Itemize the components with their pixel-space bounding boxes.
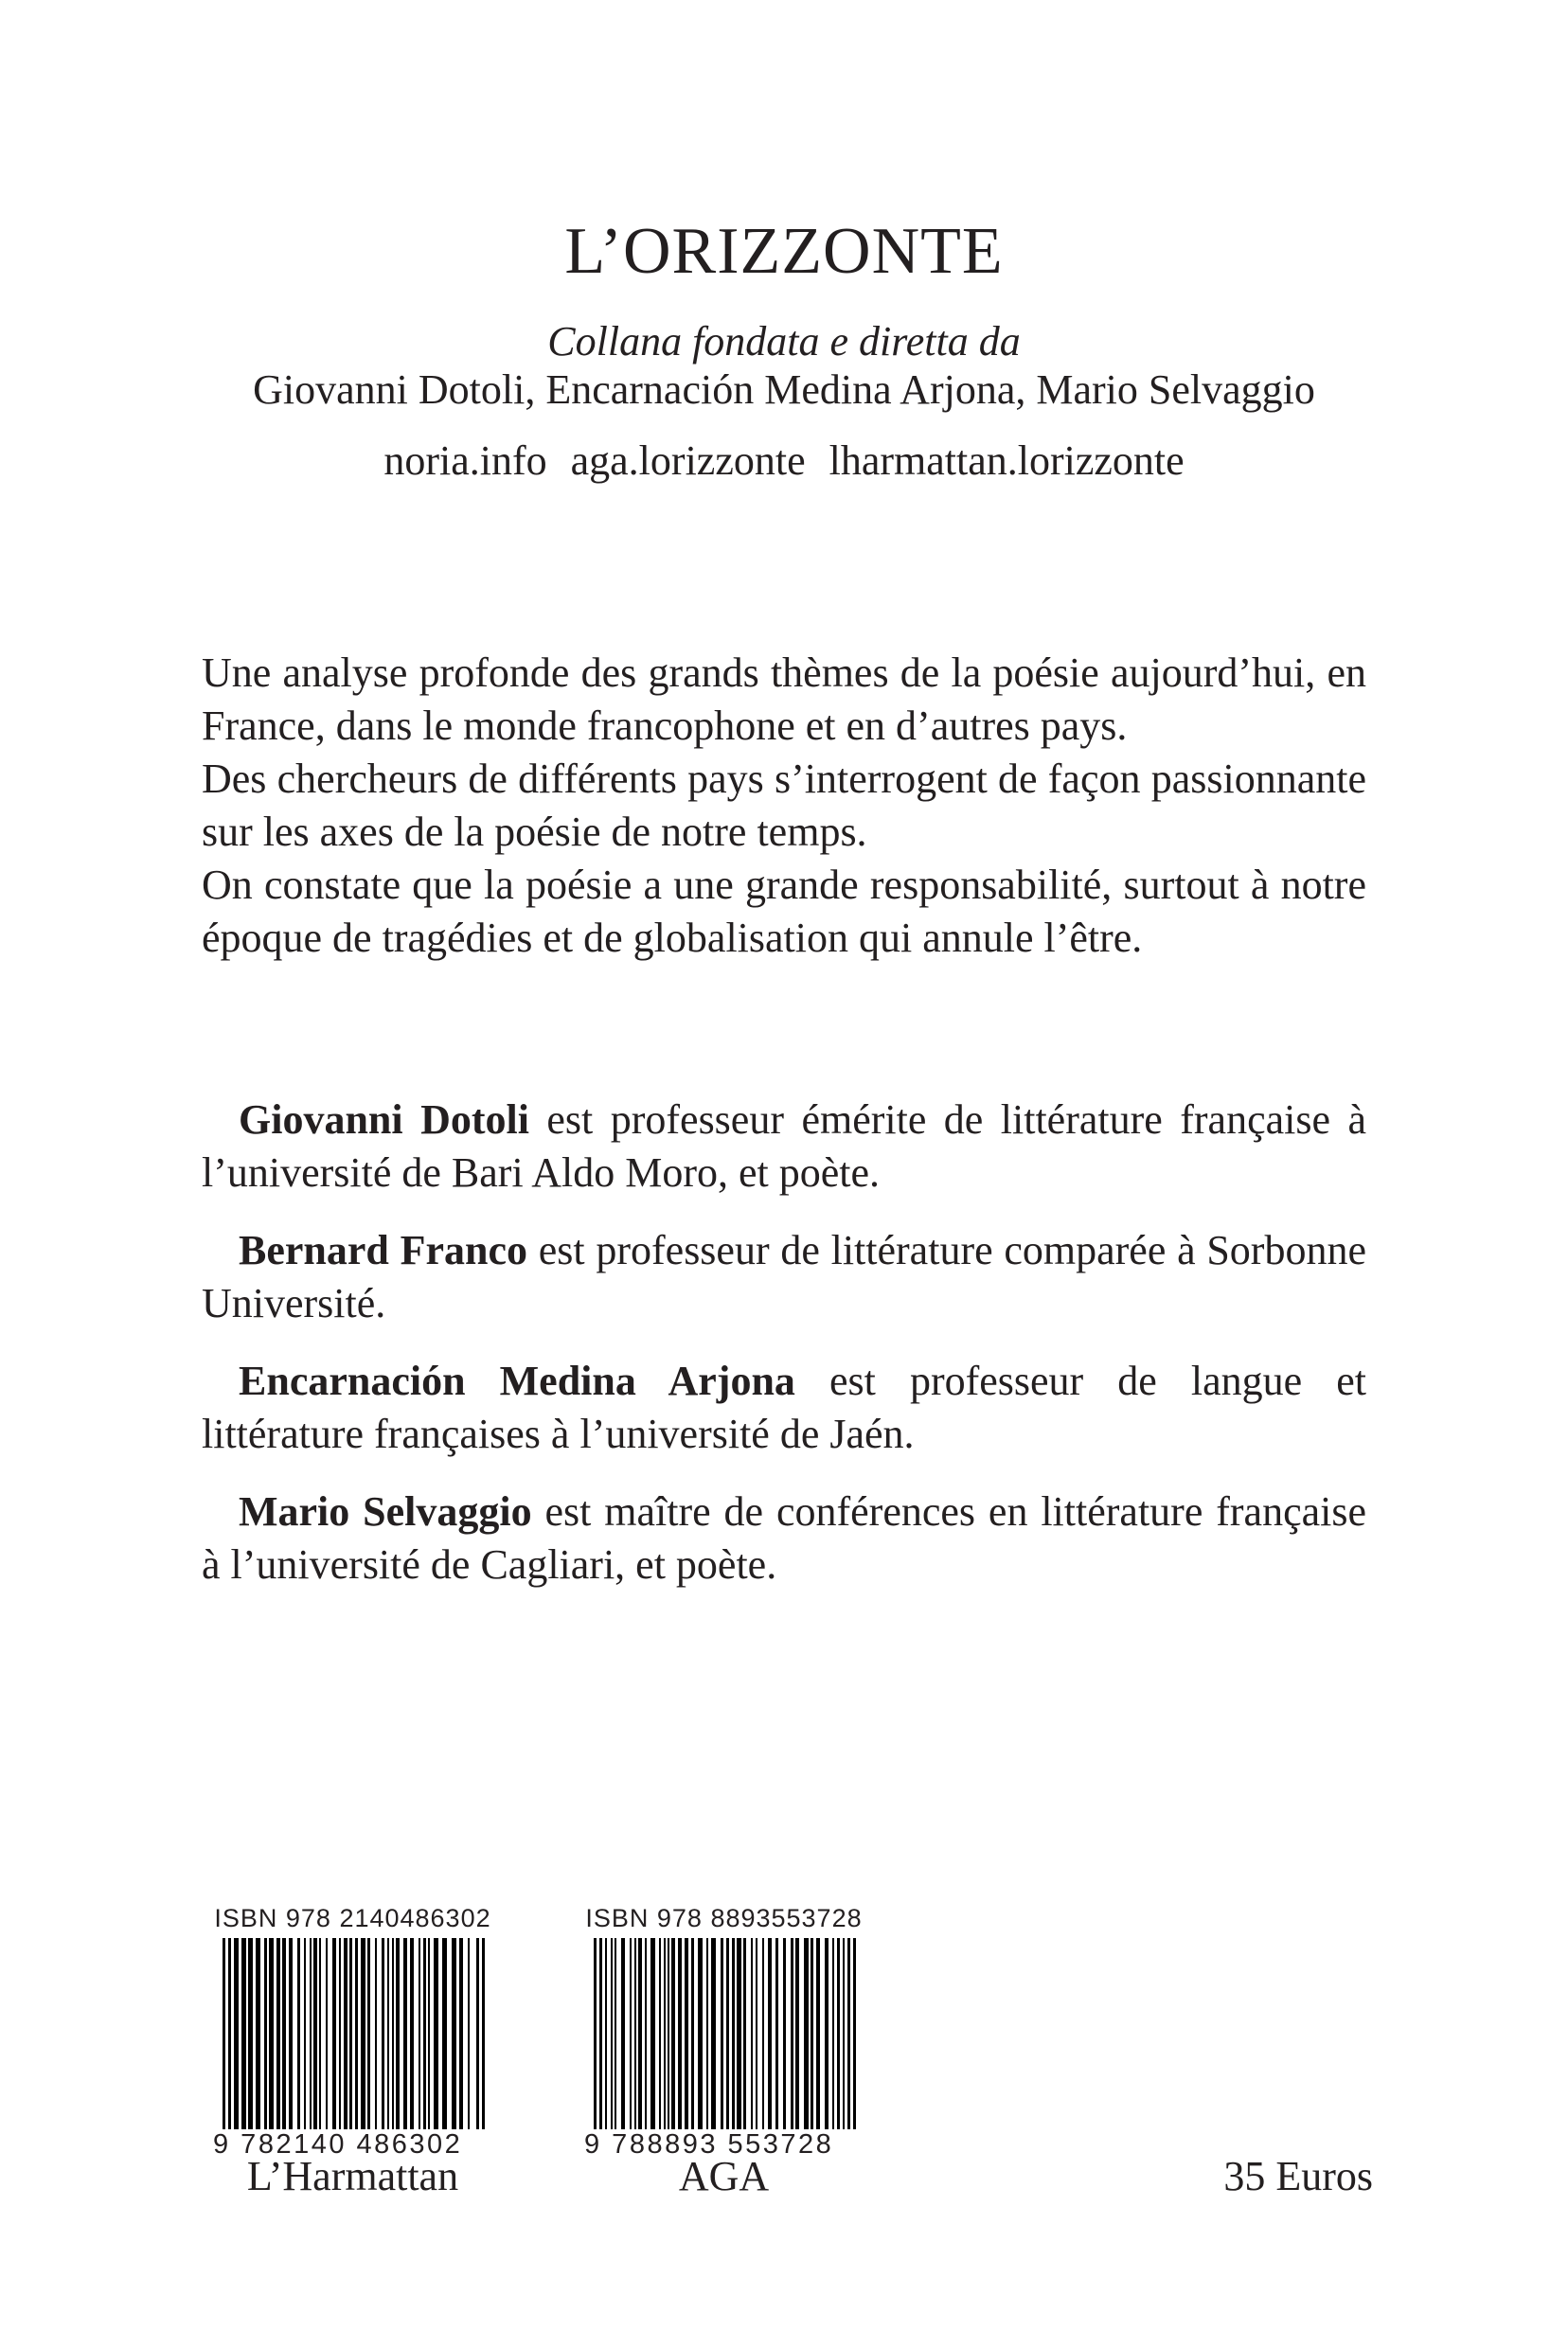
barcode-bar bbox=[297, 1938, 300, 2131]
barcode-guard-bar bbox=[594, 1938, 597, 2148]
barcode-bar bbox=[825, 1938, 829, 2131]
barcode-aga bbox=[584, 1902, 864, 2160]
barcode-bar bbox=[313, 1938, 317, 2131]
barcode-bar bbox=[434, 1938, 438, 2131]
barcode-bar bbox=[638, 1938, 642, 2131]
barcode-bar bbox=[442, 1938, 447, 2131]
barcode-bar bbox=[339, 1938, 341, 2131]
series-title: L’ORIZZONTE bbox=[564, 215, 1004, 288]
barcode-bar bbox=[304, 1938, 306, 2131]
series-subtitle: Collana fondata e diretta da bbox=[547, 318, 1021, 365]
bio-dotoli bbox=[202, 1094, 1366, 1200]
barcode-bar bbox=[428, 1938, 430, 2131]
barcode-harmattan bbox=[213, 1902, 492, 2160]
barcode-bar bbox=[645, 1938, 647, 2131]
barcode-bar bbox=[319, 1938, 321, 2131]
publisher-aga: AGA bbox=[678, 2153, 770, 2199]
barcode-guard-bar bbox=[847, 1938, 850, 2148]
barcode-bar bbox=[410, 1938, 414, 2131]
barcode-bar bbox=[664, 1938, 666, 2131]
barcode-guard-bar bbox=[721, 1938, 723, 2148]
barcode-bar bbox=[310, 1938, 312, 2131]
barcode-bar bbox=[403, 1938, 407, 2131]
barcode-bar bbox=[256, 1938, 260, 2131]
barcode-bar bbox=[468, 1938, 470, 2131]
barcode-bar bbox=[671, 1938, 675, 2131]
barcode-digits: 9 782140 486302 bbox=[213, 2129, 492, 2160]
bio-text: est maître de conférences en littérature française à l’université de Cagliari, et poète. bbox=[202, 1488, 1366, 1588]
barcode-bar bbox=[732, 1938, 735, 2131]
description-paragraph: On constate que la poésie a une grande responsabilité, surtout à notre époque de tragédies et de globalisation qui annule l’être. bbox=[202, 862, 1366, 961]
barcode-bar bbox=[392, 1938, 394, 2131]
barcode-bar bbox=[452, 1938, 456, 2131]
barcode-bar bbox=[816, 1938, 820, 2131]
bio-text: est professeur émérite de littérature française à l’université de Bari Aldo Moro, et poète. bbox=[202, 1096, 1366, 1196]
series-directors: Giovanni Dotoli, Encarnación Medina Arjona, Mario Selvaggio bbox=[253, 366, 1315, 413]
bio-text: est professeur de langue et littérature françaises à l’université de Jaén. bbox=[202, 1358, 1366, 1457]
price: 35 Euros bbox=[1223, 2153, 1373, 2199]
barcode-bar bbox=[621, 1938, 625, 2131]
barcode-bar bbox=[804, 1938, 809, 2131]
barcode-bar bbox=[423, 1938, 426, 2131]
description-paragraph: Une analyse profonde des grands thèmes de la poésie aujourd’hui, en France, dans le monde francophone et en d’autres pays. bbox=[202, 649, 1366, 749]
bio-medina-arjona bbox=[202, 1355, 1366, 1461]
barcode-guard-bar bbox=[476, 1938, 479, 2148]
barcode-bar bbox=[361, 1938, 365, 2131]
barcode-bar bbox=[711, 1938, 716, 2131]
barcode-bar bbox=[691, 1938, 694, 2131]
barcode-guard-bar bbox=[599, 1938, 602, 2148]
barcode-guard-bar bbox=[726, 1938, 729, 2148]
book-description bbox=[202, 647, 1366, 965]
barcode-bar bbox=[276, 1938, 280, 2131]
barcode-bar bbox=[762, 1938, 764, 2131]
isbn-label: ISBN 978 2140486302 bbox=[214, 1904, 491, 1932]
barcode-bar bbox=[768, 1938, 772, 2131]
barcode-bar bbox=[775, 1938, 778, 2131]
barcode-bar bbox=[811, 1938, 813, 2131]
barcode-bar bbox=[832, 1938, 834, 2131]
barcode-bar bbox=[611, 1938, 613, 2131]
barcode-bar bbox=[668, 1938, 669, 2131]
barcode-bar bbox=[387, 1938, 389, 2131]
barcode-bar bbox=[344, 1938, 347, 2131]
barcode-bar bbox=[678, 1938, 682, 2131]
barcode-guard-bar bbox=[355, 1938, 358, 2148]
barcode-digits: 9 788893 553728 bbox=[584, 2129, 864, 2160]
barcode-bar bbox=[326, 1938, 328, 2131]
barcode-bar bbox=[419, 1938, 420, 2131]
barcode-bar bbox=[459, 1938, 463, 2131]
bio-name: Mario Selvaggio bbox=[239, 1488, 532, 1535]
author-bios bbox=[202, 1094, 1366, 1616]
barcode-bars bbox=[213, 1938, 492, 2148]
barcode-bar bbox=[269, 1938, 274, 2131]
barcode-bar bbox=[659, 1938, 661, 2131]
barcode-bar bbox=[367, 1938, 370, 2131]
bio-name: Giovanni Dotoli bbox=[239, 1096, 529, 1143]
barcode-bar bbox=[791, 1938, 793, 2131]
barcode-bar bbox=[234, 1938, 239, 2131]
barcode-bar bbox=[634, 1938, 636, 2131]
barcode-bar bbox=[837, 1938, 840, 2131]
barcode-bar bbox=[843, 1938, 845, 2131]
publisher-harmattan: L’Harmattan bbox=[246, 2153, 459, 2199]
barcode-bar bbox=[289, 1938, 293, 2131]
barcode-bar bbox=[751, 1938, 753, 2131]
barcode-guard-bar bbox=[853, 1938, 856, 2148]
barcode-bars bbox=[584, 1938, 864, 2148]
bio-name: Encarnación Medina Arjona bbox=[239, 1358, 795, 1404]
barcode-guard-bar bbox=[349, 1938, 352, 2148]
bio-franco bbox=[202, 1224, 1366, 1330]
barcode-bar bbox=[605, 1938, 607, 2131]
barcode-guard-bar bbox=[482, 1938, 485, 2148]
barcode-bar bbox=[743, 1938, 746, 2131]
barcode-bar bbox=[282, 1938, 286, 2131]
description-paragraph: Des chercheurs de différents pays s’interrogent de façon passionnante sur les axes de la poésie de notre temps. bbox=[202, 756, 1366, 855]
barcode-bar bbox=[783, 1938, 786, 2131]
barcode-bar bbox=[698, 1938, 703, 2131]
barcode-bar bbox=[241, 1938, 246, 2131]
barcode-bar bbox=[396, 1938, 400, 2131]
bio-selvaggio bbox=[202, 1485, 1366, 1592]
barcode-bar bbox=[706, 1938, 708, 2131]
barcode-bar bbox=[615, 1938, 616, 2131]
bio-text: est professeur de littérature comparée à Sorbonne Université. bbox=[202, 1227, 1366, 1326]
barcode-bar bbox=[630, 1938, 632, 2131]
isbn-label: ISBN 978 8893553728 bbox=[585, 1904, 863, 1932]
series-links: noria.info aga.lorizzonte lharmattan.lorizzonte bbox=[383, 437, 1185, 484]
barcode-bar bbox=[248, 1938, 253, 2131]
barcode-bar bbox=[382, 1938, 384, 2131]
barcode-bar bbox=[737, 1938, 741, 2131]
barcode-bar bbox=[375, 1938, 377, 2131]
barcode-bar bbox=[795, 1938, 799, 2131]
barcode-bar bbox=[650, 1938, 655, 2131]
bio-name: Bernard Franco bbox=[239, 1227, 528, 1273]
barcode-guard-bar bbox=[223, 1938, 225, 2148]
barcode-bar bbox=[685, 1938, 688, 2131]
barcode-bar bbox=[332, 1938, 336, 2131]
barcode-bar bbox=[264, 1938, 267, 2131]
barcode-bar bbox=[756, 1938, 757, 2131]
barcode-guard-bar bbox=[228, 1938, 231, 2148]
